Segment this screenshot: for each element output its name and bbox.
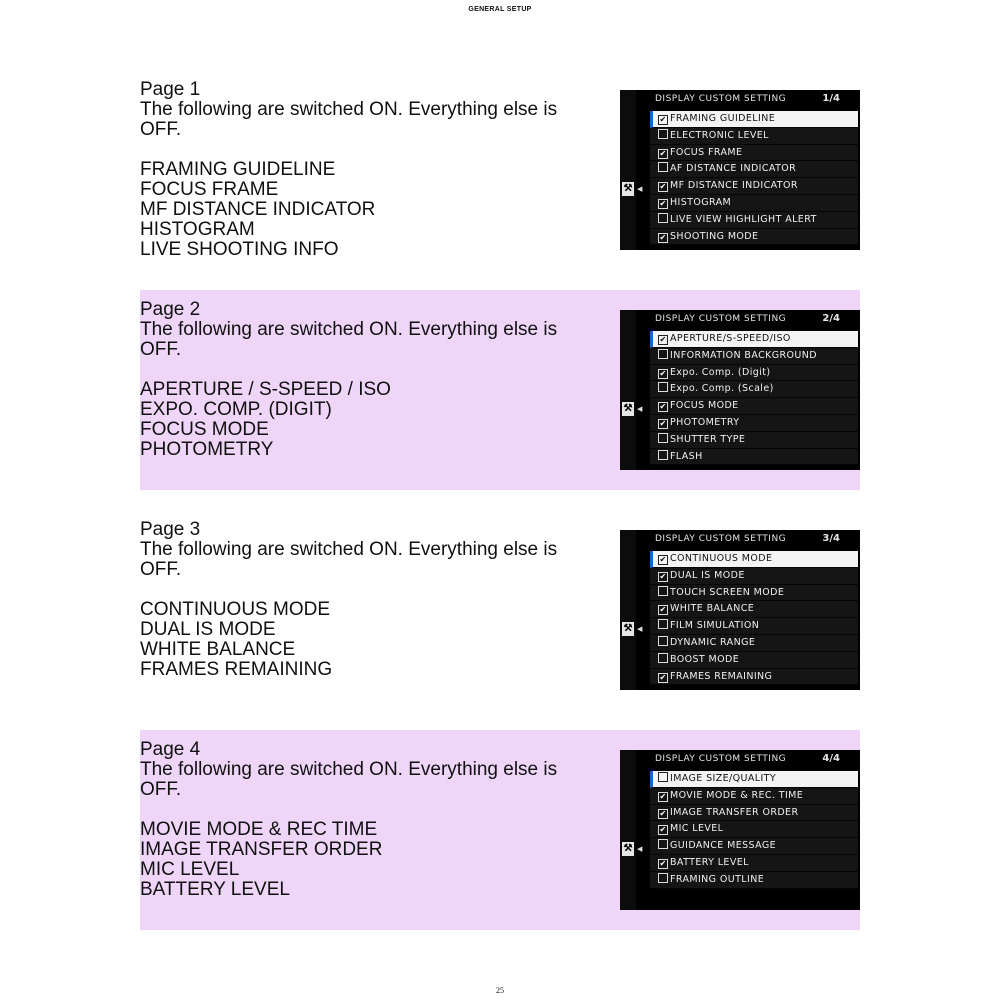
- unchecked-checkbox-icon[interactable]: [658, 450, 668, 460]
- checked-checkbox-icon[interactable]: ✔: [659, 672, 667, 682]
- menu-options: [650, 111, 858, 245]
- menu-option[interactable]: [650, 195, 858, 212]
- menu-title: DISPLAY CUSTOM SETTING: [655, 754, 787, 764]
- enabled-item: PHOTOMETRY: [140, 439, 274, 460]
- menu-option-label: INFORMATION BACKGROUND: [670, 349, 817, 361]
- menu-option[interactable]: [650, 568, 858, 585]
- wrench-icon: ⚒: [623, 183, 633, 194]
- menu-option[interactable]: [650, 601, 858, 618]
- unchecked-checkbox-icon[interactable]: [658, 653, 668, 663]
- arrow-left-icon: ◀: [637, 626, 643, 633]
- checked-checkbox-icon[interactable]: ✔: [659, 858, 667, 868]
- menu-page-indicator: 2/4: [822, 313, 840, 324]
- unchecked-checkbox-icon[interactable]: [658, 873, 668, 883]
- menu-option-label: Expo. Comp. (Digit): [670, 366, 771, 378]
- menu-option-label: HISTOGRAM: [670, 196, 732, 208]
- camera-menu-screenshot: [620, 310, 860, 470]
- menu-option-label: FRAMING OUTLINE: [670, 873, 765, 885]
- menu-option[interactable]: [650, 128, 858, 145]
- section-page-2: [140, 290, 860, 490]
- spacer: [140, 580, 580, 600]
- menu-option[interactable]: [650, 805, 858, 822]
- page-header: GENERAL SETUP: [468, 6, 532, 13]
- section-page-1: [140, 70, 860, 270]
- section-heading: Page 1: [140, 79, 201, 100]
- spacer: [140, 360, 580, 380]
- section-intro: The following are switched ON. Everything else is OFF.: [140, 319, 558, 360]
- menu-sidebar: [620, 530, 636, 690]
- page-number: 25: [496, 986, 504, 995]
- unchecked-checkbox-icon[interactable]: [658, 129, 668, 139]
- menu-option[interactable]: [650, 381, 858, 398]
- unchecked-checkbox-icon[interactable]: [658, 772, 668, 782]
- menu-options: [650, 331, 858, 465]
- menu-option[interactable]: [650, 229, 858, 246]
- menu-option[interactable]: [650, 212, 858, 229]
- unchecked-checkbox-icon[interactable]: [658, 636, 668, 646]
- menu-option-label: APERTURE/S-SPEED/ISO: [670, 333, 791, 344]
- checked-checkbox-icon[interactable]: ✔: [659, 418, 667, 428]
- wrench-icon: ⚒: [623, 623, 633, 634]
- arrow-left-icon: ◀: [637, 406, 643, 413]
- menu-option[interactable]: [650, 432, 858, 449]
- menu-title: DISPLAY CUSTOM SETTING: [655, 314, 787, 324]
- checked-checkbox-icon[interactable]: ✔: [659, 182, 667, 192]
- menu-option[interactable]: [650, 872, 858, 889]
- enabled-item: BATTERY LEVEL: [140, 879, 290, 900]
- menu-option[interactable]: [650, 618, 858, 635]
- menu-option-label: MOVIE MODE & REC. TIME: [670, 789, 804, 801]
- menu-option-label: PHOTOMETRY: [670, 416, 740, 428]
- spacer: [140, 140, 580, 160]
- checked-checkbox-icon[interactable]: ✔: [659, 825, 667, 835]
- section-heading: Page 2: [140, 299, 201, 320]
- menu-option[interactable]: [650, 635, 858, 652]
- menu-option-label: MF DISTANCE INDICATOR: [670, 180, 798, 192]
- unchecked-checkbox-icon[interactable]: [658, 433, 668, 443]
- checked-checkbox-icon[interactable]: ✔: [659, 605, 667, 615]
- menu-option[interactable]: [650, 415, 858, 432]
- spacer: [140, 800, 580, 820]
- checked-checkbox-icon[interactable]: ✔: [659, 555, 667, 564]
- menu-option-label: FLASH: [670, 450, 703, 462]
- menu-option-label: MIC LEVEL: [670, 823, 724, 835]
- unchecked-checkbox-icon[interactable]: [658, 162, 668, 172]
- section-intro: The following are switched ON. Everything else is OFF.: [140, 759, 558, 800]
- menu-option-label: AF DISTANCE INDICATOR: [670, 163, 797, 175]
- camera-menu-screenshot: [620, 750, 860, 910]
- enabled-item: HISTOGRAM: [140, 219, 255, 240]
- menu-options: [650, 551, 858, 685]
- menu-option[interactable]: [650, 449, 858, 466]
- menu-option-label: IMAGE TRANSFER ORDER: [670, 806, 799, 818]
- unchecked-checkbox-icon[interactable]: [658, 213, 668, 223]
- menu-sidebar: [620, 90, 636, 250]
- checked-checkbox-icon[interactable]: ✔: [659, 115, 667, 124]
- enabled-item: FRAMES REMAINING: [140, 659, 333, 680]
- section-text: [140, 740, 580, 900]
- section-text: [140, 520, 580, 680]
- menu-option-label: SHUTTER TYPE: [670, 433, 746, 445]
- section-text: [140, 80, 580, 260]
- checked-checkbox-icon[interactable]: ✔: [659, 402, 667, 412]
- enabled-item: LIVE SHOOTING INFO: [140, 239, 339, 260]
- menu-option[interactable]: [650, 652, 858, 669]
- menu-option-label: FOCUS FRAME: [670, 146, 743, 158]
- menu-option-label: ELECTRONIC LEVEL: [670, 129, 769, 141]
- enabled-item: FRAMING GUIDELINE: [140, 159, 336, 180]
- section-heading: Page 4: [140, 739, 201, 760]
- menu-option-label: Expo. Comp. (Scale): [670, 383, 774, 395]
- menu-option[interactable]: [650, 788, 858, 805]
- menu-option-label: TOUCH SCREEN MODE: [670, 586, 785, 598]
- section-page-3: [140, 510, 860, 710]
- menu-option-label: CONTINUOUS MODE: [670, 553, 773, 564]
- unchecked-checkbox-icon[interactable]: [658, 619, 668, 629]
- enabled-item: IMAGE TRANSFER ORDER: [140, 839, 383, 860]
- unchecked-checkbox-icon[interactable]: [658, 586, 668, 596]
- checked-checkbox-icon[interactable]: ✔: [659, 232, 667, 242]
- menu-option-label: FRAMING GUIDELINE: [670, 113, 776, 124]
- menu-option[interactable]: [650, 669, 858, 686]
- menu-option-label: FILM SIMULATION: [670, 620, 760, 632]
- menu-option[interactable]: [650, 145, 858, 162]
- checked-checkbox-icon[interactable]: ✔: [659, 791, 667, 801]
- camera-menu-screenshot: [620, 530, 860, 690]
- menu-title: DISPLAY CUSTOM SETTING: [655, 94, 787, 104]
- section-intro: The following are switched ON. Everything else is OFF.: [140, 99, 558, 140]
- enabled-item: FOCUS FRAME: [140, 179, 279, 200]
- menu-options: [650, 771, 858, 889]
- unchecked-checkbox-icon[interactable]: [658, 349, 668, 359]
- menu-option-label: WHITE BALANCE: [670, 603, 755, 615]
- enabled-item: MIC LEVEL: [140, 859, 240, 880]
- enabled-item: APERTURE / S-SPEED / ISO: [140, 379, 391, 400]
- arrow-left-icon: ◀: [637, 846, 643, 853]
- checked-checkbox-icon[interactable]: ✔: [659, 368, 667, 378]
- enabled-item: MF DISTANCE INDICATOR: [140, 199, 376, 220]
- menu-option[interactable]: [650, 331, 858, 348]
- unchecked-checkbox-icon[interactable]: [658, 839, 668, 849]
- enabled-item: MOVIE MODE & REC TIME: [140, 819, 378, 840]
- camera-menu-screenshot: [620, 90, 860, 250]
- menu-option-label: FOCUS MODE: [670, 400, 739, 412]
- menu-option[interactable]: [650, 161, 858, 178]
- enabled-item: CONTINUOUS MODE: [140, 599, 330, 620]
- checked-checkbox-icon[interactable]: ✔: [659, 808, 667, 818]
- menu-option-label: FRAMES REMAINING: [670, 670, 773, 682]
- menu-option-label: DYNAMIC RANGE: [670, 636, 756, 648]
- menu-option[interactable]: [650, 365, 858, 382]
- checked-checkbox-icon[interactable]: ✔: [659, 335, 667, 344]
- menu-page-indicator: 3/4: [822, 533, 840, 544]
- menu-option[interactable]: [650, 178, 858, 195]
- menu-option[interactable]: [650, 585, 858, 602]
- menu-option-label: BATTERY LEVEL: [670, 856, 749, 868]
- menu-title: DISPLAY CUSTOM SETTING: [655, 534, 787, 544]
- section-page-4: [140, 730, 860, 930]
- menu-page-indicator: 1/4: [822, 93, 840, 104]
- menu-option-label: LIVE VIEW HIGHLIGHT ALERT: [670, 213, 817, 225]
- menu-sidebar: [620, 750, 636, 910]
- menu-option[interactable]: [650, 821, 858, 838]
- enabled-item: WHITE BALANCE: [140, 639, 296, 660]
- enabled-item: FOCUS MODE: [140, 419, 269, 440]
- menu-sidebar: [620, 310, 636, 470]
- enabled-item: EXPO. COMP. (DIGIT): [140, 399, 332, 420]
- unchecked-checkbox-icon[interactable]: [658, 382, 668, 392]
- menu-option[interactable]: [650, 398, 858, 415]
- wrench-icon: ⚒: [623, 403, 633, 414]
- checked-checkbox-icon[interactable]: ✔: [659, 148, 667, 158]
- menu-option[interactable]: [650, 838, 858, 855]
- checked-checkbox-icon[interactable]: ✔: [659, 198, 667, 208]
- menu-option[interactable]: [650, 855, 858, 872]
- menu-option[interactable]: [650, 111, 858, 128]
- menu-page-indicator: 4/4: [822, 753, 840, 764]
- section-heading: Page 3: [140, 519, 201, 540]
- enabled-item: DUAL IS MODE: [140, 619, 276, 640]
- menu-option[interactable]: [650, 348, 858, 365]
- section-text: [140, 300, 580, 460]
- menu-option-label: IMAGE SIZE/QUALITY: [670, 773, 777, 784]
- checked-checkbox-icon[interactable]: ✔: [659, 571, 667, 581]
- arrow-left-icon: ◀: [637, 186, 643, 193]
- wrench-icon: ⚒: [623, 843, 633, 854]
- menu-option[interactable]: [650, 771, 858, 788]
- menu-option-label: BOOST MODE: [670, 653, 740, 665]
- menu-option-label: GUIDANCE MESSAGE: [670, 840, 777, 852]
- section-intro: The following are switched ON. Everything else is OFF.: [140, 539, 558, 580]
- menu-option-label: SHOOTING MODE: [670, 230, 759, 242]
- menu-option[interactable]: [650, 551, 858, 568]
- menu-option-label: DUAL IS MODE: [670, 569, 745, 581]
